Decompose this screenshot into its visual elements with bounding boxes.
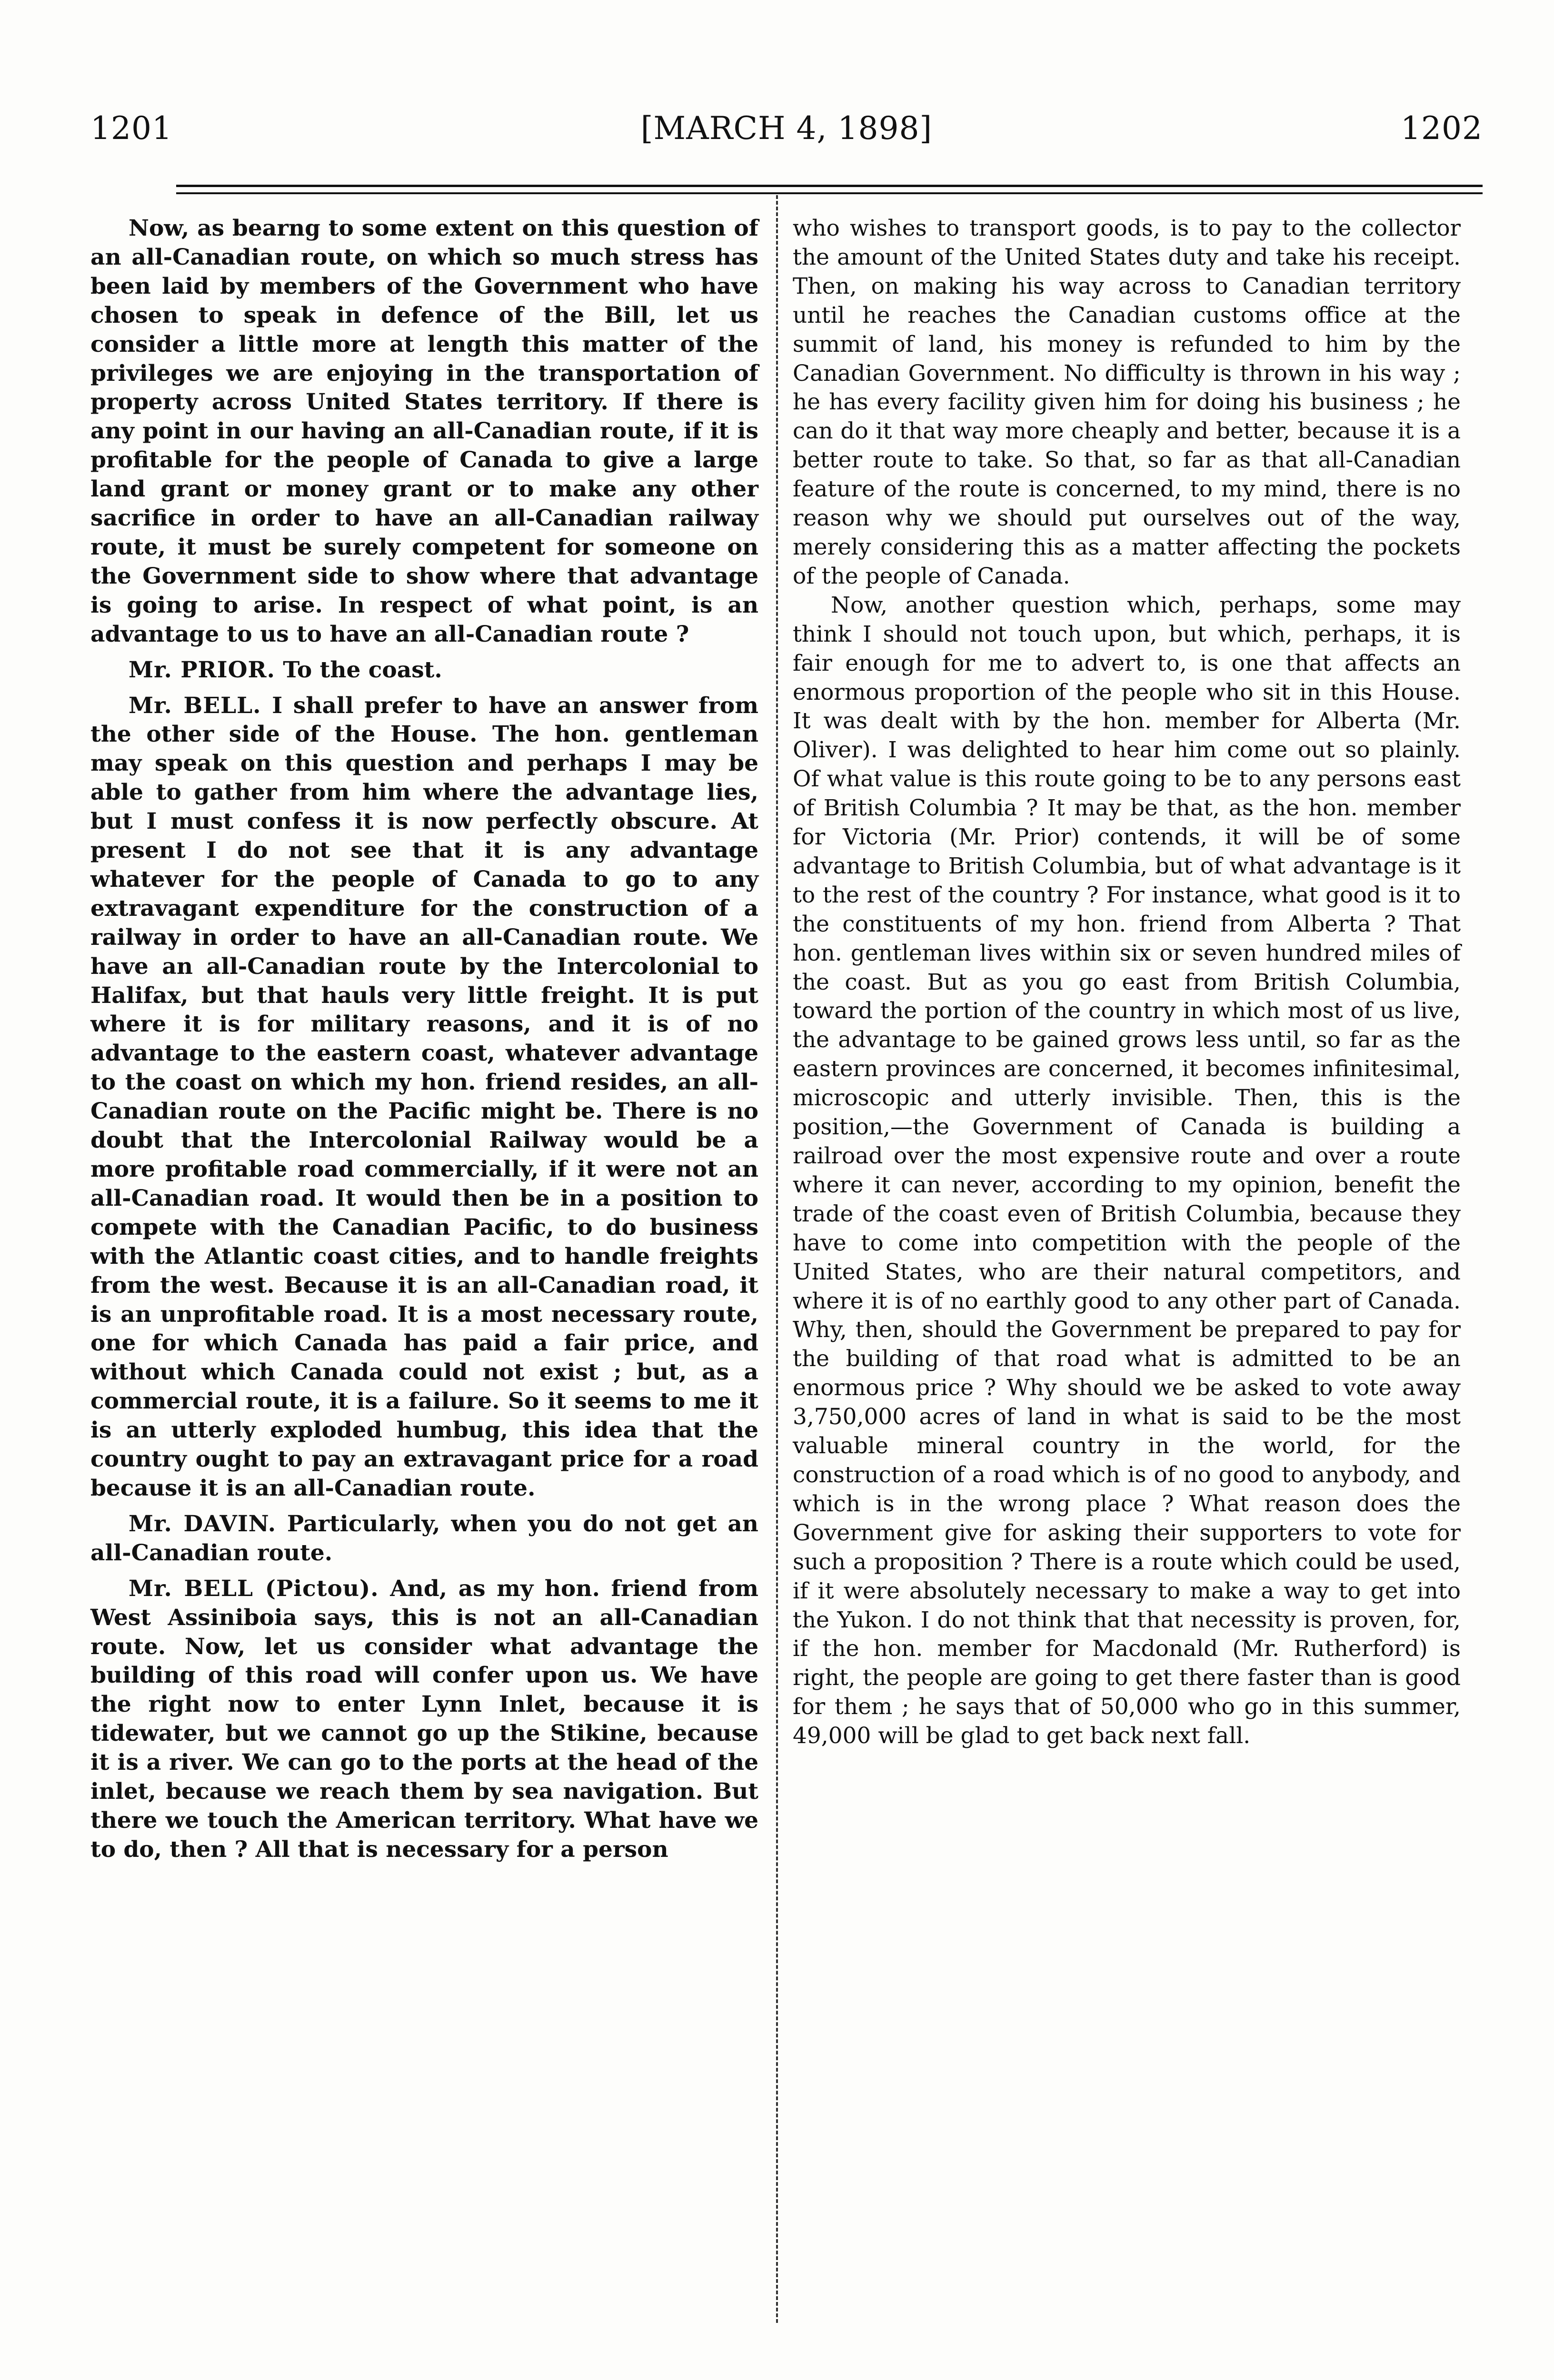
speaker-name: Mr. BELL. (129, 692, 261, 719)
speech-bell-pictou (90, 1575, 758, 1864)
left-column (90, 214, 758, 1864)
left-page-number: 1201 (90, 110, 172, 147)
paragraph: Now, as bearng to some extent on this question of an all-Canadian route, on which so much stress has been laid by members of the Government who have chosen to speak in defence of the Bill, let us consider a little more at length this matter of the privileges we are enjoying in the transportation of property across United States territory. If there is any point in our having an all-Canadian route, if it is profitable for the people of Canada to give a large land grant or money grant or to make any other sacrifice in order to have an all-Canadian railway route, it must be surely competent for someone on the Government side to show where that advantage is going to arise. In respect of what point, is an advantage to us to have an all-Canadian route ? (90, 215, 758, 647)
speech-text: I shall prefer to have an answer from the other side of the House. The hon. gentleman may speak on this question and perhaps I may be able to gather from him where the advantage lies, but I must confess it is now perfectly obscure. At present I do not see that it is any advantage whatever for the people of Canada to go to any extravagant expenditure for the construction of a railway in order to have an all-Canadian route. We have an all-Canadian route by the Intercolonial to Halifax, but that hauls very little freight. It is put where it is for military reasons, and it is of no advantage to the eastern coast, whatever advantage to the coast on which my hon. friend resides, an all-Canadian route on the Pacific might be. There is no doubt that the Intercolonial Railway would be a more profitable road commercially, if it were not an all-Canadian road. It would then be in a position to compete with the Canadian Pacific, to do business with the Atlantic coast cities, and to handle freights from the west. Because it is an all-Canadian road, it is an unprofitable road. It is a most necessary route, one for which Canada has paid a fair price, and without which Canada could not exist ; but, as a commercial route, it is a failure. So it seems to me it is an utterly exploded humbug, this idea that the country ought to pay an extravagant price for a road because it is an all-Canadian route. (90, 692, 758, 1501)
page-header (90, 102, 1483, 155)
header-rule-bottom (176, 192, 1483, 194)
page-date: [MARCH 4, 1898] (640, 110, 933, 147)
right-column (793, 214, 1461, 1751)
paragraph-continued: who wishes to transport goods, is to pay to the collector the amount of the United States duty and take his receipt. Then, on making his way across to Canadian territory until he reaches the Canadian customs office at the summit of land, his money is refunded to him by the Canadian Government. No difficulty is thrown in his way ; he has every facility given him for doing his business ; he can do it that way more cheaply and better, because it is a better route to take. So that, so far as that all-Canadian feature of the route is concerned, to my mind, there is no reason why we should put ourselves out of the way, merely considering this as a matter affecting the pockets of the people of Canada. (793, 215, 1461, 589)
speech-text: To the coast. (283, 656, 442, 683)
paragraph: Now, another question which, perhaps, some may think I should not touch upon, but which, perhaps, it is fair enough for me to advert to, is one that affects an enormous proportion of the people who sit in this House. It was dealt with by the hon. member for Alberta (Mr. Oliver). I was delighted to hear him come out so plainly. Of what value is this route going to be to any persons east of British Columbia ? It may be that, as the hon. member for Victoria (Mr. Prior) contends, it will be of some advantage to British Columbia, but of what advantage is it to the rest of the country ? For instance, what good is it to the constituents of my hon. friend from Alberta ? That hon. gentleman lives within six or seven hundred miles of the coast. But as you go east from British Columbia, toward the portion of the country in which most of us live, the advantage to be gained grows less until, so far as the eastern provinces are concerned, it becomes infinitesimal, microscopic and utterly invisible. Then, this is the position,—the Government of Canada is building a railroad over the most expensive route and over a route where it can never, according to my opinion, benefit the trade of the coast even of British Columbia, because they have to come into competition with the people of the United States, who are their natural competitors, and where it is of no earthly good to any other part of Canada. Why, then, should the Government be prepared to pay for the building of that road what is admitted to be an enormous price ? Why should we be asked to vote away 3,750,000 acres of land in what is said to be the most valuable mineral country in the world, for the construction of a road which is of no good to anybody, and which is in the wrong place ? What reason does the Government give for asking their supporters to vote for such a proposition ? There is a route which could be used, if it were absolutely necessary to make a way to get into the Yukon. I do not think that that necessity is proven, for, if the hon. member for Macdonald (Mr. Rutherford) is right, the people are going to get there faster than is good for them ; he says that of 50,000 who go in this summer, 49,000 will be glad to get back next fall. (793, 592, 1461, 1749)
column-divider (776, 195, 778, 2323)
speech-davin (90, 1510, 758, 1568)
right-page-number: 1202 (1401, 110, 1483, 147)
speaker-name: Mr. PRIOR. (129, 656, 275, 683)
speaker-name: Mr. DAVIN. (129, 1510, 277, 1537)
speaker-name: Mr. BELL (Pictou). (129, 1575, 379, 1602)
speech-text: And, as my hon. friend from West Assiniboia says, this is not an all-Canadian route. Now, let us consider what advantage the building of this road will confer upon us. We have the right now to enter Lynn Inlet, because it is tidewater, but we cannot go up the Stikine, because it is a river. We can go to the ports at the head of the inlet, because we reach them by sea navigation. But there we touch the American territory. What have we to do, then ? All that is necessary for a person (90, 1575, 758, 1863)
speech-bell (90, 692, 758, 1503)
header-rule-top (176, 185, 1483, 187)
speech-prior (90, 656, 758, 685)
speech-text: Particularly, when you do not get an all-Canadian route. (90, 1510, 758, 1566)
